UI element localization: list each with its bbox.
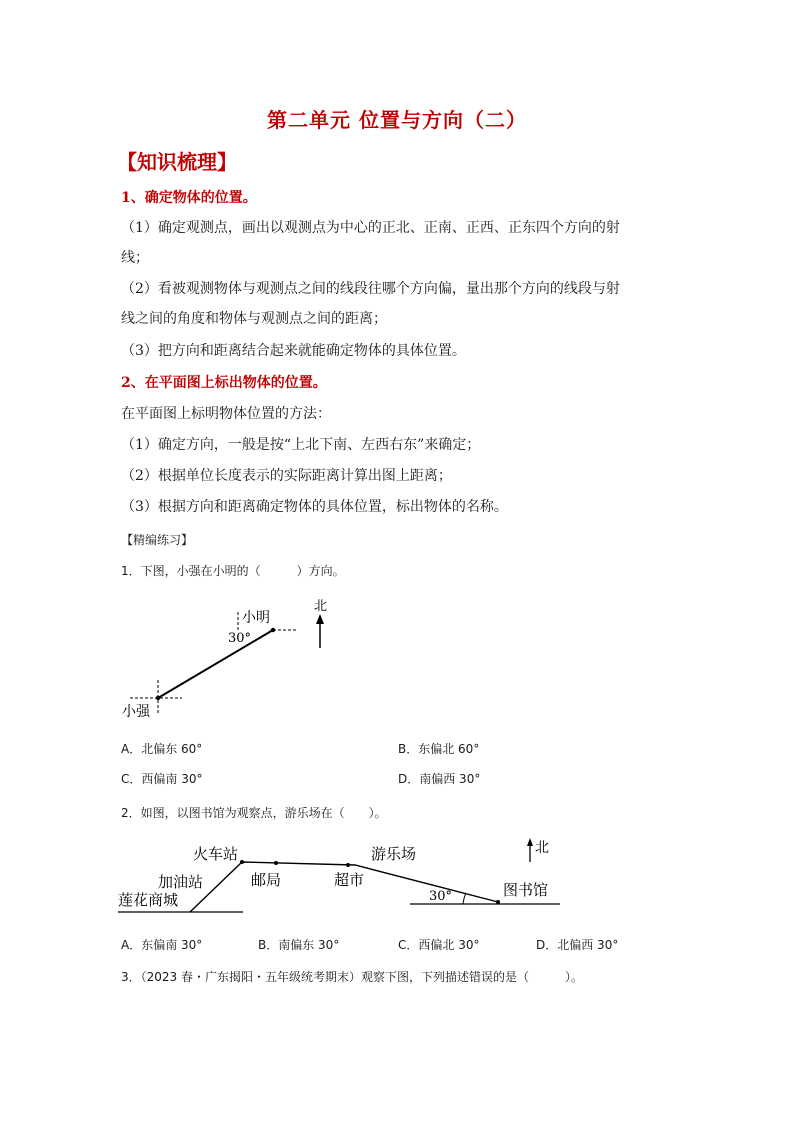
q1-north-label: 北	[314, 599, 328, 614]
section-2-line-1: （1）确定方向，一般是按“上北下南、左西右东”来确定；	[121, 437, 481, 453]
q1-xiaoqiang-label: 小强	[122, 704, 150, 720]
q1-xiaoming-label: 小明	[242, 610, 270, 626]
q2-library-label: 图书馆	[503, 881, 549, 899]
section-2-intro: 在平面图上标明物体位置的方法：	[121, 406, 331, 422]
section-1-line-1b: 线；	[121, 250, 149, 266]
q2-option-b[interactable]: B．南偏东 30°	[258, 938, 340, 952]
section-1-line-2b: 线之间的角度和物体与观测点之间的距离；	[121, 311, 387, 327]
q2-train-station-label: 火车站	[193, 845, 239, 863]
q2-amusement-label: 游乐场	[371, 845, 417, 863]
q2-angle-label: 30°	[429, 889, 453, 904]
knowledge-header: 【知识梳理】	[117, 150, 237, 174]
q1-option-d[interactable]: D．南偏西 30°	[398, 772, 481, 786]
q1-option-a[interactable]: A．北偏东 60°	[121, 742, 203, 756]
q1-angle-label: 30°	[228, 631, 252, 646]
q1-option-c[interactable]: C．西偏南 30°	[121, 772, 203, 786]
q2-option-d[interactable]: D．北偏西 30°	[536, 938, 619, 952]
q2-option-a[interactable]: A．东偏南 30°	[121, 938, 203, 952]
q2-mall-label: 莲花商城	[118, 891, 179, 909]
section-1-line-2a: （2）看被观测物体与观测点之间的线段往哪个方向偏，量出那个方向的线段与射	[121, 281, 620, 297]
question-2-figure	[118, 832, 578, 924]
q2-gas-station-label: 加油站	[158, 873, 204, 891]
question-3-stem: 3．（2023 春・广东揭阳・五年级统考期末）观察下图，下列描述错误的是（ ）。	[121, 970, 583, 984]
section-1-heading: 1、确定物体的位置。	[121, 190, 257, 206]
section-1-line-1a: （1）确定观测点，画出以观测点为中心的正北、正南、正西、正东四个方向的射	[121, 220, 620, 236]
q2-option-c[interactable]: C．西偏北 30°	[398, 938, 480, 952]
q2-post-office-label: 邮局	[251, 871, 282, 889]
q2-north-label: 北	[535, 840, 549, 856]
question-1-figure	[118, 592, 338, 722]
practice-header: 【精编练习】	[121, 533, 194, 547]
section-2-heading: 2、在平面图上标出物体的位置。	[121, 375, 327, 391]
section-1-line-3: （3）把方向和距离结合起来就能确定物体的具体位置。	[121, 343, 466, 359]
q2-supermarket-label: 超市	[334, 871, 365, 889]
page-title: 第二单元 位置与方向（二）	[267, 108, 527, 132]
question-1-stem: 1．下图，小强在小明的（ ）方向。	[121, 564, 345, 578]
q1-option-b[interactable]: B．东偏北 60°	[398, 742, 480, 756]
section-2-line-3: （3）根据方向和距离确定物体的具体位置，标出物体的名称。	[121, 499, 508, 515]
question-2-stem: 2．如图，以图书馆为观察点，游乐场在（ ）。	[121, 806, 387, 820]
section-2-line-2: （2）根据单位长度表示的实际距离计算出图上距离；	[121, 468, 452, 484]
